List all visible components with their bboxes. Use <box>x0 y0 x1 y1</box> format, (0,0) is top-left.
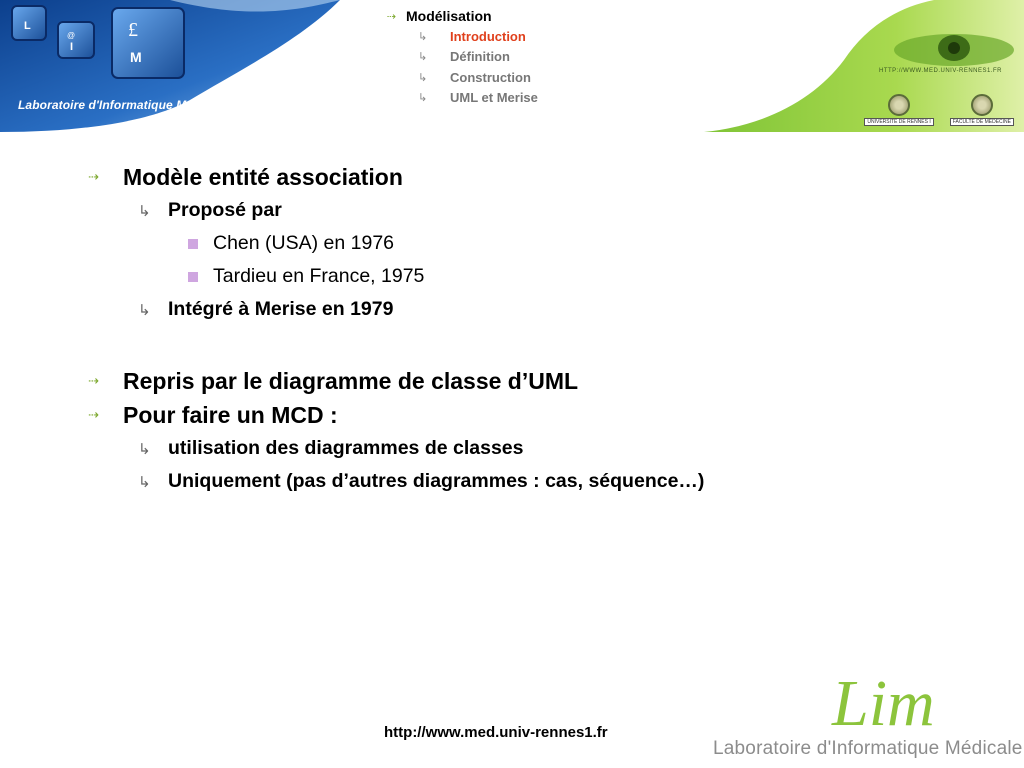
slide-content <box>86 160 704 498</box>
corner-arrow-icon: ↳ <box>418 92 428 105</box>
footer-url[interactable]: http://www.med.univ-rennes1.fr <box>384 724 608 741</box>
university-logo-caption: UNIVERSITÉ DE RENNES I <box>864 118 933 126</box>
outline-item-label: Construction <box>450 69 531 85</box>
bullet-text: Pour faire un MCD : <box>123 401 338 428</box>
dotted-arrow-icon: ⇢ <box>386 10 396 23</box>
square-bullet-icon <box>188 272 213 282</box>
faculty-medecine-logo <box>950 94 1014 126</box>
header-tiny-url: HTTP://WWW.MED.UNIV-RENNES1.FR <box>879 68 1002 74</box>
key-label-at: @ <box>67 31 76 40</box>
outline-item-introduction[interactable] <box>370 26 538 47</box>
header-banner-left <box>0 0 340 132</box>
key-label-m: M <box>130 49 142 65</box>
key-label-i: I <box>70 41 74 53</box>
faculty-logo-caption: FACULTÉ DE MÉDECINE <box>950 118 1014 126</box>
bullet-item <box>86 398 704 432</box>
outline-item-label: Introduction <box>450 28 526 44</box>
outline-section[interactable] <box>370 6 538 26</box>
sub-bullet-text: Proposé par <box>168 199 282 221</box>
dotted-arrow-icon: ⇢ <box>88 373 99 388</box>
sub-bullet-text: utilisation des diagrammes de classes <box>168 437 524 459</box>
outline-item-uml-merise[interactable] <box>370 88 538 109</box>
university-logos <box>864 94 1014 126</box>
corner-arrow-icon: ↳ <box>418 30 428 43</box>
corner-arrow-icon: ↳ <box>138 202 151 220</box>
corner-arrow-icon: ↳ <box>138 301 151 319</box>
lim-logo-caption: Laboratoire d'Informatique Médicale <box>713 738 1023 759</box>
key-label-pound: £ <box>128 19 138 41</box>
university-seal-icon <box>888 94 910 116</box>
sub-bullet-item <box>86 293 704 326</box>
section-outline <box>370 6 538 108</box>
outline-section-label: Modélisation <box>406 8 492 24</box>
lim-logo-text: Lim <box>832 667 935 740</box>
sub-sub-bullet-item <box>86 260 704 293</box>
sub-sub-bullet-text: Tardieu en France, 1975 <box>213 265 425 287</box>
eye-graphic <box>894 34 1014 66</box>
sub-bullet-text: Uniquement (pas d’autres diagrammes : cas, séquence…) <box>168 470 705 492</box>
bullet-spacer <box>86 326 704 364</box>
dotted-arrow-icon: ⇢ <box>88 407 99 422</box>
dotted-arrow-icon: ⇢ <box>88 169 99 184</box>
sub-bullet-item <box>86 465 704 498</box>
outline-item-label: UML et Merise <box>450 90 538 106</box>
bullet-text: Modèle entité association <box>123 163 403 190</box>
bullet-text: Repris par le diagramme de classe d’UML <box>123 367 579 394</box>
lab-caption: Laboratoire d'Informatique Médicale <box>18 98 228 112</box>
corner-arrow-icon: ↳ <box>418 71 428 84</box>
outline-item-construction[interactable] <box>370 67 538 88</box>
outline-item-definition[interactable] <box>370 47 538 68</box>
bullet-item <box>86 364 704 398</box>
sub-bullet-item <box>86 194 704 227</box>
faculty-seal-icon <box>971 94 993 116</box>
sub-bullet-text: Intégré à Merise en 1979 <box>168 298 394 320</box>
corner-arrow-icon: ↳ <box>138 473 151 491</box>
sub-bullet-item <box>86 432 704 465</box>
sub-sub-bullet-text: Chen (USA) en 1976 <box>213 232 395 254</box>
square-bullet-icon <box>188 239 213 249</box>
sub-sub-bullet-item <box>86 227 704 260</box>
key-label-l: L <box>24 20 31 32</box>
outline-item-label: Définition <box>450 49 510 65</box>
bullet-item <box>86 160 704 194</box>
corner-arrow-icon: ↳ <box>138 440 151 458</box>
corner-arrow-icon: ↳ <box>418 51 428 64</box>
university-rennes-logo <box>864 94 933 126</box>
